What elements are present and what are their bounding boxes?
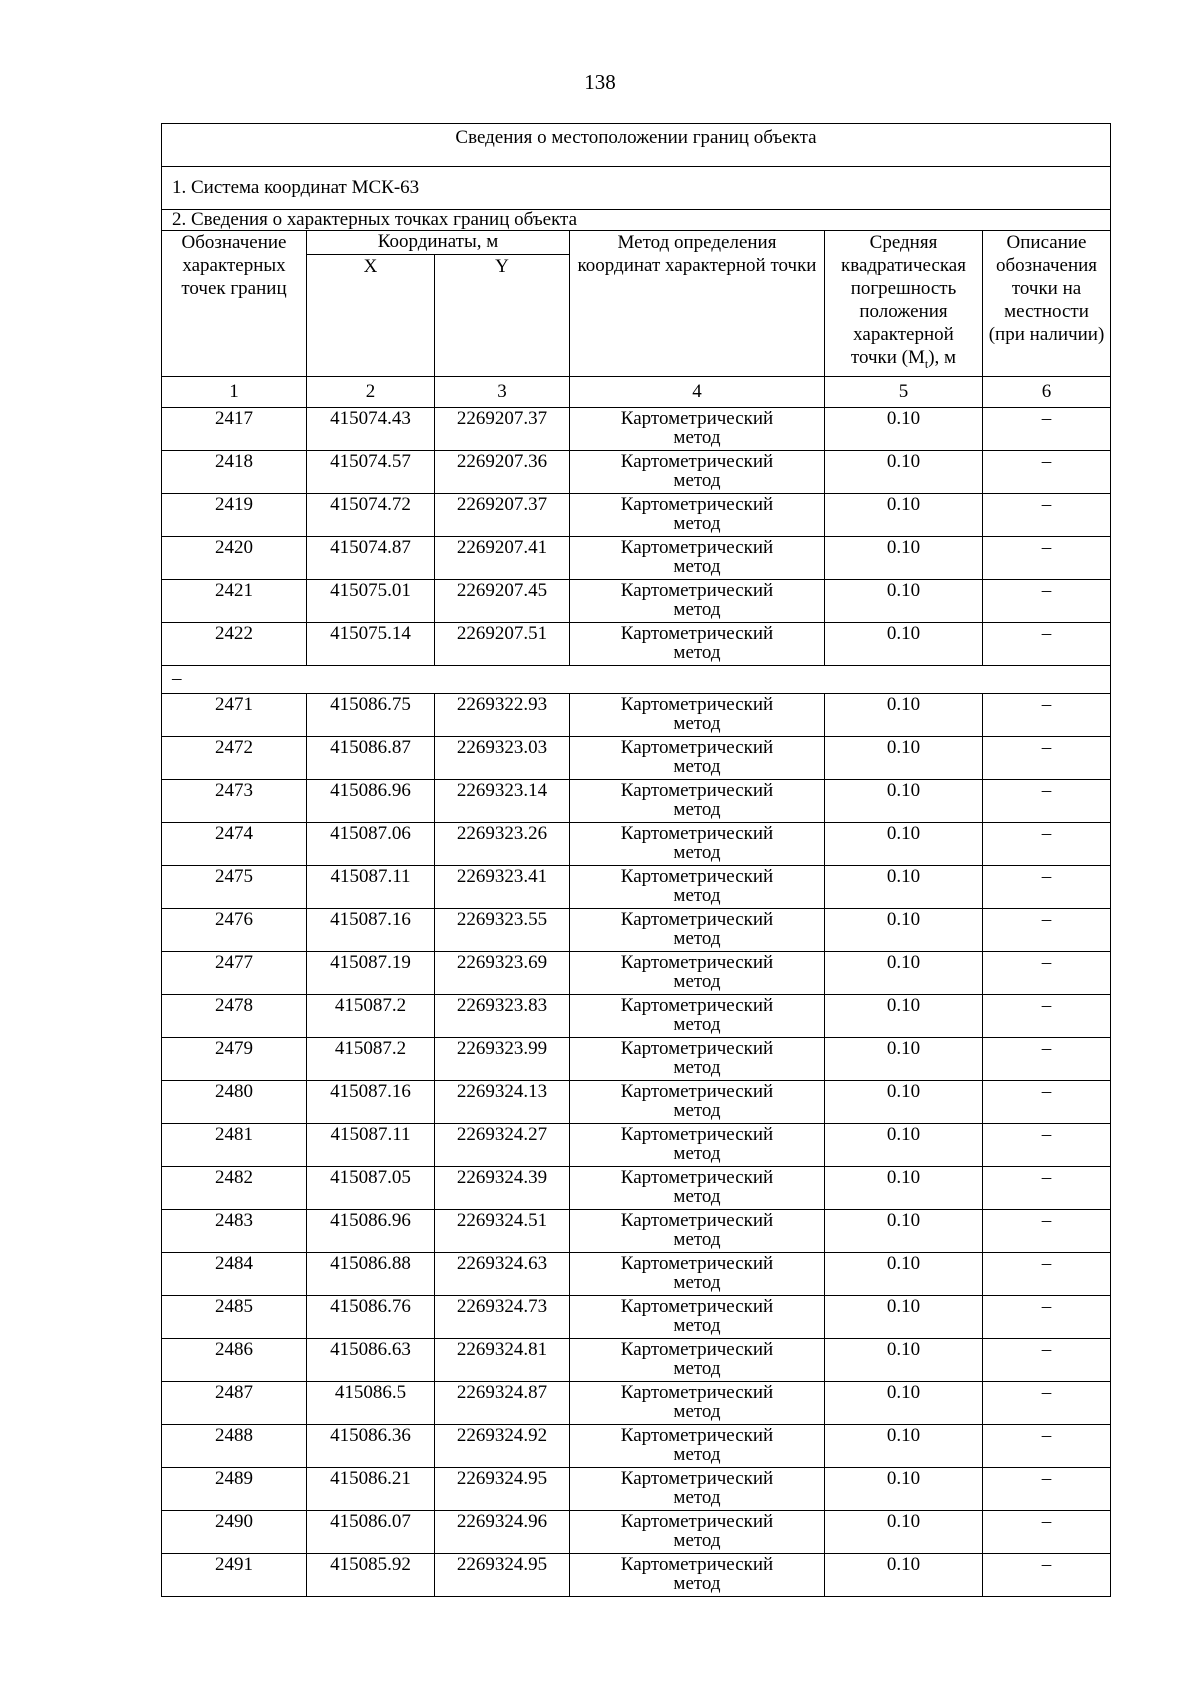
column-number-row <box>162 376 1111 407</box>
column-number: 6 <box>983 376 1111 407</box>
description-cell: – <box>983 1037 1111 1080</box>
point-id-cell: 2418 <box>162 450 307 493</box>
method-cell: Картометрический метод <box>570 693 825 736</box>
y-coord-cell: 2269324.92 <box>435 1424 570 1467</box>
y-coord-cell: 2269322.93 <box>435 693 570 736</box>
error-cell: 0.10 <box>825 1252 983 1295</box>
header-coords: Координаты, м <box>307 231 570 255</box>
y-coord-cell: 2269207.51 <box>435 622 570 665</box>
description-cell: – <box>983 579 1111 622</box>
error-cell: 0.10 <box>825 407 983 450</box>
x-coord-cell: 415075.01 <box>307 579 435 622</box>
point-id-cell: 2480 <box>162 1080 307 1123</box>
point-id-cell: 2472 <box>162 736 307 779</box>
point-id-cell: 2417 <box>162 407 307 450</box>
point-id-cell: 2422 <box>162 622 307 665</box>
x-coord-cell: 415086.07 <box>307 1510 435 1553</box>
error-cell: 0.10 <box>825 736 983 779</box>
table-row <box>162 1209 1111 1252</box>
table-row <box>162 579 1111 622</box>
x-coord-cell: 415074.43 <box>307 407 435 450</box>
method-cell: Картометрический метод <box>570 1381 825 1424</box>
description-cell: – <box>983 1424 1111 1467</box>
method-cell: Картометрический метод <box>570 1467 825 1510</box>
error-cell: 0.10 <box>825 1467 983 1510</box>
table-row <box>162 1510 1111 1553</box>
description-cell: – <box>983 1123 1111 1166</box>
table-row <box>162 693 1111 736</box>
description-cell: – <box>983 1467 1111 1510</box>
y-coord-cell: 2269207.41 <box>435 536 570 579</box>
y-coord-cell: 2269207.37 <box>435 493 570 536</box>
error-cell: 0.10 <box>825 450 983 493</box>
error-cell: 0.10 <box>825 1553 983 1596</box>
x-coord-cell: 415086.21 <box>307 1467 435 1510</box>
table-row <box>162 1424 1111 1467</box>
table-body-a <box>162 407 1111 665</box>
table-row <box>162 1467 1111 1510</box>
table-row <box>162 736 1111 779</box>
x-coord-cell: 415087.11 <box>307 865 435 908</box>
error-cell: 0.10 <box>825 622 983 665</box>
description-cell: – <box>983 622 1111 665</box>
description-cell: – <box>983 951 1111 994</box>
table-row <box>162 1295 1111 1338</box>
method-cell: Картометрический метод <box>570 736 825 779</box>
y-coord-cell: 2269207.45 <box>435 579 570 622</box>
table-row <box>162 1553 1111 1596</box>
x-coord-cell: 415086.36 <box>307 1424 435 1467</box>
column-number: 1 <box>162 376 307 407</box>
page-number: 138 <box>584 70 616 94</box>
point-id-cell: 2488 <box>162 1424 307 1467</box>
error-cell: 0.10 <box>825 1338 983 1381</box>
column-number: 2 <box>307 376 435 407</box>
y-coord-cell: 2269324.27 <box>435 1123 570 1166</box>
x-coord-cell: 415087.16 <box>307 908 435 951</box>
method-cell: Картометрический метод <box>570 951 825 994</box>
point-id-cell: 2477 <box>162 951 307 994</box>
y-coord-cell: 2269323.14 <box>435 779 570 822</box>
point-id-cell: 2490 <box>162 1510 307 1553</box>
method-cell: Картометрический метод <box>570 908 825 951</box>
x-coord-cell: 415086.63 <box>307 1338 435 1381</box>
table-row <box>162 908 1111 951</box>
header-method-label: Метод определения координат характерной точки <box>577 232 817 276</box>
table-row <box>162 407 1111 450</box>
table-row <box>162 822 1111 865</box>
description-cell: – <box>983 1295 1111 1338</box>
y-coord-cell: 2269323.55 <box>435 908 570 951</box>
x-coord-cell: 415086.75 <box>307 693 435 736</box>
point-id-cell: 2478 <box>162 994 307 1037</box>
error-cell: 0.10 <box>825 822 983 865</box>
description-cell: – <box>983 1080 1111 1123</box>
method-cell: Картометрический метод <box>570 1424 825 1467</box>
header-y: Y <box>435 254 570 376</box>
description-cell: – <box>983 493 1111 536</box>
point-id-cell: 2483 <box>162 1209 307 1252</box>
point-id-cell: 2419 <box>162 493 307 536</box>
description-cell: – <box>983 693 1111 736</box>
method-cell: Картометрический метод <box>570 407 825 450</box>
header-error-label: Средняя квадратическая погрешность положения характерной точки (M <box>841 232 966 368</box>
table-row <box>162 779 1111 822</box>
x-coord-cell: 415086.88 <box>307 1252 435 1295</box>
error-cell: 0.10 <box>825 865 983 908</box>
y-coord-cell: 2269324.95 <box>435 1467 570 1510</box>
error-cell: 0.10 <box>825 1166 983 1209</box>
x-coord-cell: 415085.92 <box>307 1553 435 1596</box>
description-cell: – <box>983 1510 1111 1553</box>
method-cell: Картометрический метод <box>570 579 825 622</box>
table-row <box>162 1381 1111 1424</box>
x-coord-cell: 415087.16 <box>307 1080 435 1123</box>
method-cell: Картометрический метод <box>570 493 825 536</box>
header-x: X <box>307 254 435 376</box>
description-cell: – <box>983 1553 1111 1596</box>
y-coord-cell: 2269207.37 <box>435 407 570 450</box>
description-cell: – <box>983 994 1111 1037</box>
error-cell: 0.10 <box>825 1510 983 1553</box>
error-cell: 0.10 <box>825 493 983 536</box>
x-coord-cell: 415074.57 <box>307 450 435 493</box>
x-coord-cell: 415086.87 <box>307 736 435 779</box>
header-error-unit: ), м <box>928 347 957 368</box>
y-coord-cell: 2269207.36 <box>435 450 570 493</box>
x-coord-cell: 415087.19 <box>307 951 435 994</box>
point-id-cell: 2489 <box>162 1467 307 1510</box>
method-cell: Картометрический метод <box>570 994 825 1037</box>
method-cell: Картометрический метод <box>570 779 825 822</box>
point-id-cell: 2420 <box>162 536 307 579</box>
x-coord-cell: 415075.14 <box>307 622 435 665</box>
description-cell: – <box>983 822 1111 865</box>
x-coord-cell: 415087.2 <box>307 994 435 1037</box>
method-cell: Картометрический метод <box>570 1338 825 1381</box>
x-coord-cell: 415087.2 <box>307 1037 435 1080</box>
x-coord-cell: 415087.11 <box>307 1123 435 1166</box>
table-title: Сведения о местоположении границ объекта <box>162 124 1111 167</box>
method-cell: Картометрический метод <box>570 1252 825 1295</box>
y-coord-cell: 2269323.99 <box>435 1037 570 1080</box>
table-row <box>162 450 1111 493</box>
column-number: 4 <box>570 376 825 407</box>
column-number: 5 <box>825 376 983 407</box>
table-row <box>162 1037 1111 1080</box>
description-cell: – <box>983 865 1111 908</box>
method-cell: Картометрический метод <box>570 1037 825 1080</box>
error-cell: 0.10 <box>825 1381 983 1424</box>
error-cell: 0.10 <box>825 1123 983 1166</box>
description-cell: – <box>983 536 1111 579</box>
point-id-cell: 2487 <box>162 1381 307 1424</box>
header-method <box>570 231 825 377</box>
table-head <box>162 124 1111 408</box>
description-cell: – <box>983 407 1111 450</box>
error-cell: 0.10 <box>825 1295 983 1338</box>
method-cell: Картометрический метод <box>570 865 825 908</box>
error-cell: 0.10 <box>825 1209 983 1252</box>
method-cell: Картометрический метод <box>570 822 825 865</box>
point-id-cell: 2491 <box>162 1553 307 1596</box>
header-error <box>825 231 983 377</box>
description-cell: – <box>983 908 1111 951</box>
header-error-subscript: t <box>924 356 929 371</box>
header-desc <box>983 231 1111 377</box>
error-cell: 0.10 <box>825 693 983 736</box>
gap-row: – <box>162 665 1111 693</box>
x-coord-cell: 415087.05 <box>307 1166 435 1209</box>
description-cell: – <box>983 1381 1111 1424</box>
description-cell: – <box>983 736 1111 779</box>
point-id-cell: 2486 <box>162 1338 307 1381</box>
coordinate-system: 1. Система координат МСК-63 <box>162 167 1111 210</box>
method-cell: Картометрический метод <box>570 1080 825 1123</box>
table-row <box>162 1338 1111 1381</box>
method-cell: Картометрический метод <box>570 1553 825 1596</box>
table-row <box>162 1252 1111 1295</box>
method-cell: Картометрический метод <box>570 1166 825 1209</box>
method-cell: Картометрический метод <box>570 1123 825 1166</box>
x-coord-cell: 415087.06 <box>307 822 435 865</box>
y-coord-cell: 2269324.87 <box>435 1381 570 1424</box>
point-id-cell: 2479 <box>162 1037 307 1080</box>
point-id-cell: 2473 <box>162 779 307 822</box>
point-id-cell: 2421 <box>162 579 307 622</box>
method-cell: Картометрический метод <box>570 622 825 665</box>
column-number: 3 <box>435 376 570 407</box>
table-row <box>162 1080 1111 1123</box>
table-row <box>162 536 1111 579</box>
point-id-cell: 2476 <box>162 908 307 951</box>
y-coord-cell: 2269324.81 <box>435 1338 570 1381</box>
x-coord-cell: 415086.96 <box>307 779 435 822</box>
description-cell: – <box>983 1166 1111 1209</box>
x-coord-cell: 415074.72 <box>307 493 435 536</box>
y-coord-cell: 2269324.73 <box>435 1295 570 1338</box>
error-cell: 0.10 <box>825 1080 983 1123</box>
boundary-points-table <box>161 123 1111 1597</box>
point-id-cell: 2475 <box>162 865 307 908</box>
x-coord-cell: 415074.87 <box>307 536 435 579</box>
y-coord-cell: 2269323.03 <box>435 736 570 779</box>
error-cell: 0.10 <box>825 994 983 1037</box>
y-coord-cell: 2269324.63 <box>435 1252 570 1295</box>
point-id-cell: 2474 <box>162 822 307 865</box>
y-coord-cell: 2269323.26 <box>435 822 570 865</box>
error-cell: 0.10 <box>825 536 983 579</box>
description-cell: – <box>983 1209 1111 1252</box>
table-row <box>162 1166 1111 1209</box>
error-cell: 0.10 <box>825 1037 983 1080</box>
point-id-cell: 2484 <box>162 1252 307 1295</box>
header-desc-label: Описание обозначения точки на местности (при наличии) <box>988 232 1105 345</box>
table-body-b <box>162 693 1111 1596</box>
table-row <box>162 865 1111 908</box>
point-id-cell: 2482 <box>162 1166 307 1209</box>
y-coord-cell: 2269323.69 <box>435 951 570 994</box>
error-cell: 0.10 <box>825 951 983 994</box>
y-coord-cell: 2269323.41 <box>435 865 570 908</box>
method-cell: Картометрический метод <box>570 1209 825 1252</box>
error-cell: 0.10 <box>825 1424 983 1467</box>
error-cell: 0.10 <box>825 908 983 951</box>
y-coord-cell: 2269324.95 <box>435 1553 570 1596</box>
table-row <box>162 951 1111 994</box>
header-point-label: Обозначение характерных точек границ <box>181 232 287 299</box>
method-cell: Картометрический метод <box>570 1510 825 1553</box>
point-id-cell: 2485 <box>162 1295 307 1338</box>
table-gap <box>162 665 1111 693</box>
description-cell: – <box>983 779 1111 822</box>
method-cell: Картометрический метод <box>570 1295 825 1338</box>
point-id-cell: 2481 <box>162 1123 307 1166</box>
point-id-cell: 2471 <box>162 693 307 736</box>
y-coord-cell: 2269324.96 <box>435 1510 570 1553</box>
y-coord-cell: 2269324.51 <box>435 1209 570 1252</box>
y-coord-cell: 2269323.83 <box>435 994 570 1037</box>
error-cell: 0.10 <box>825 779 983 822</box>
description-cell: – <box>983 1252 1111 1295</box>
method-cell: Картометрический метод <box>570 450 825 493</box>
description-cell: – <box>983 450 1111 493</box>
description-cell: – <box>983 1338 1111 1381</box>
section-heading: 2. Сведения о характерных точках границ объекта <box>162 210 1111 231</box>
x-coord-cell: 415086.76 <box>307 1295 435 1338</box>
x-coord-cell: 415086.5 <box>307 1381 435 1424</box>
error-cell: 0.10 <box>825 579 983 622</box>
table-row <box>162 994 1111 1037</box>
y-coord-cell: 2269324.39 <box>435 1166 570 1209</box>
header-point <box>162 231 307 377</box>
y-coord-cell: 2269324.13 <box>435 1080 570 1123</box>
table-row <box>162 622 1111 665</box>
x-coord-cell: 415086.96 <box>307 1209 435 1252</box>
table-row <box>162 493 1111 536</box>
method-cell: Картометрический метод <box>570 536 825 579</box>
table-row <box>162 1123 1111 1166</box>
